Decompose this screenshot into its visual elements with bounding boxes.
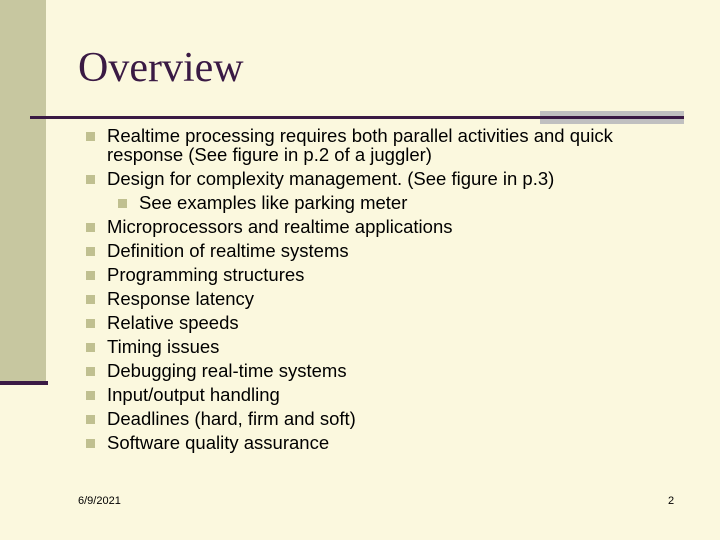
square-bullet-icon [86, 175, 95, 184]
bullet-item [86, 337, 686, 356]
square-bullet-icon [86, 247, 95, 256]
square-bullet-icon [86, 295, 95, 304]
bullet-item [86, 313, 686, 332]
divider-accent-line [540, 116, 684, 119]
bullet-text: Realtime processing requires both parallel activities and quick response (See figure in p.2 of a juggler) [107, 125, 613, 165]
bullet-text: See examples like parking meter [139, 192, 408, 213]
square-bullet-icon [86, 271, 95, 280]
bullet-text: Deadlines (hard, firm and soft) [107, 408, 356, 429]
bullet-list [86, 126, 686, 457]
bullet-text: Timing issues [107, 336, 220, 357]
bullet-item [86, 361, 686, 380]
bullet-item [86, 289, 686, 308]
square-bullet-icon [118, 199, 127, 208]
bullet-text: Software quality assurance [107, 432, 330, 453]
left-band-divider [0, 381, 48, 385]
bullet-text: Debugging real-time systems [107, 360, 347, 381]
page-number: 2 [668, 495, 675, 507]
bullet-item [86, 433, 686, 452]
bullet-text: Response latency [107, 288, 255, 309]
footer-date: 6/9/2021 [78, 495, 121, 507]
square-bullet-icon [86, 319, 95, 328]
square-bullet-icon [86, 132, 95, 141]
left-decorative-band [0, 0, 46, 384]
square-bullet-icon [86, 391, 95, 400]
sub-bullet-item [118, 193, 686, 212]
bullet-item [86, 265, 686, 284]
square-bullet-icon [86, 343, 95, 352]
bullet-text: Programming structures [107, 264, 305, 285]
bullet-item [86, 217, 686, 236]
bullet-item [86, 385, 686, 404]
bullet-item [86, 241, 686, 260]
square-bullet-icon [86, 415, 95, 424]
bullet-text: Microprocessors and realtime applications [107, 216, 453, 237]
bullet-item [86, 126, 686, 164]
square-bullet-icon [86, 367, 95, 376]
square-bullet-icon [86, 439, 95, 448]
bullet-text: Input/output handling [107, 384, 280, 405]
square-bullet-icon [86, 223, 95, 232]
bullet-text: Definition of realtime systems [107, 240, 349, 261]
bullet-text: Design for complexity management. (See figure in p.3) [107, 168, 555, 189]
bullet-text: Relative speeds [107, 312, 239, 333]
bullet-item [86, 409, 686, 428]
bullet-item [86, 169, 686, 188]
slide-title: Overview [78, 45, 244, 91]
